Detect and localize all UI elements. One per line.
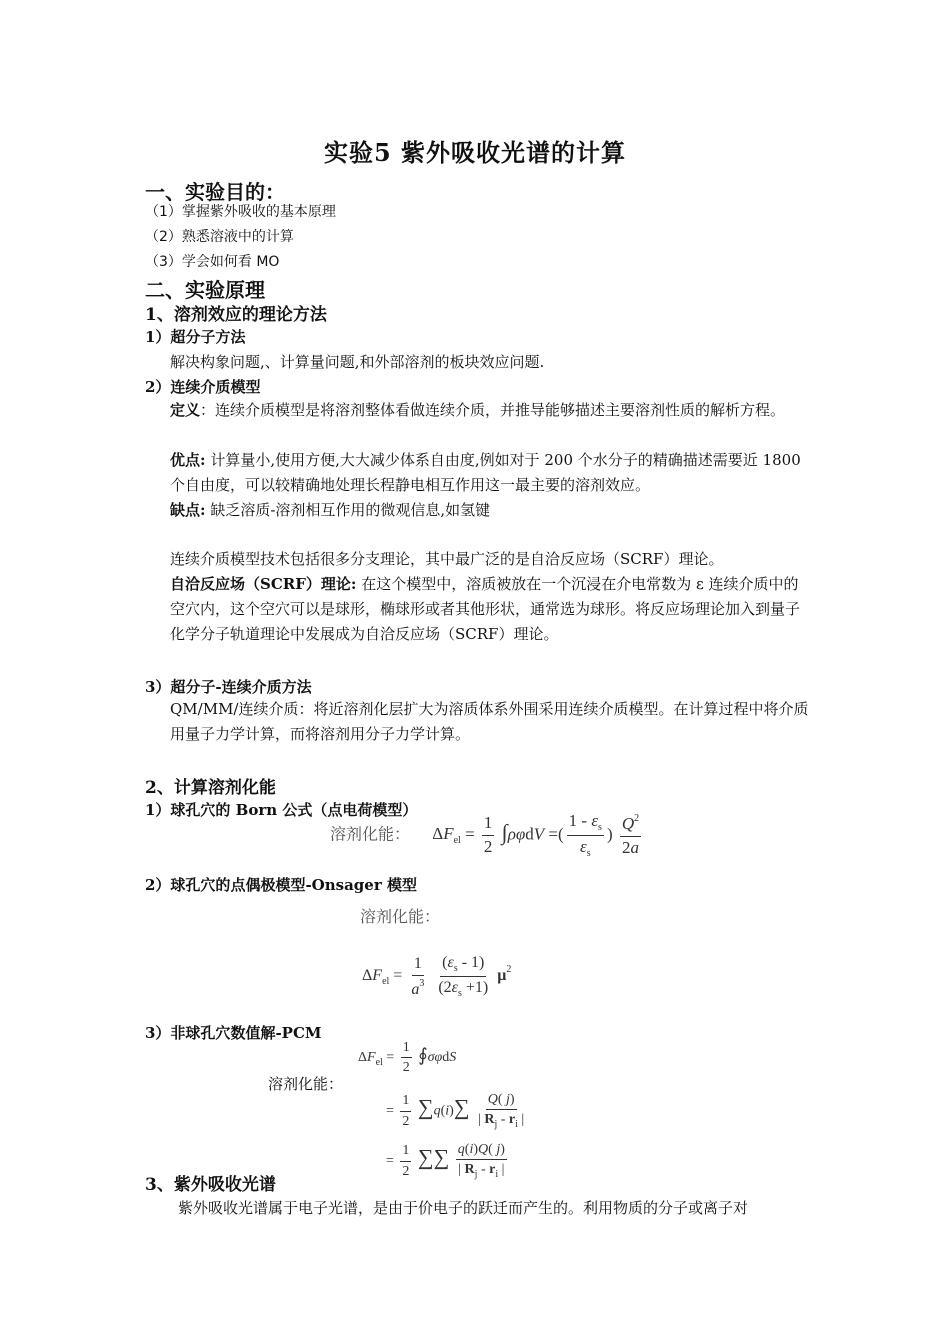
- pcm-formula-line3: = $\frac{1}{2}$ ∑∑ $\frac{q(i)Q( j)}{| R_j - r_i |}$: [386, 1142, 505, 1181]
- page-title: 实验5 紫外吸收光谱的计算: [323, 138, 627, 167]
- pcm-label: 溶剂化能：: [268, 1075, 344, 1093]
- subsection-solvent-effect-heading: 1、溶剂效应的理论方法: [145, 305, 327, 325]
- pcm-formula-line1: $\Delta F_{el}$ = $\frac{1}{2}$ ∮σφdS: [358, 1040, 457, 1076]
- section-principle-heading: 二、实验原理: [145, 278, 265, 302]
- disadvantages-text: 缺乏溶质-溶剂相互作用的微观信息,如氢键: [205, 501, 491, 519]
- method-supermolecule-heading: 1）超分子方法: [145, 328, 246, 346]
- method-supermolecule-text: 解决构象问题,、计算量问题,和外部溶剂的板块效应问题.: [170, 353, 545, 371]
- section-objectives-heading: 一、实验目的：: [145, 180, 285, 204]
- continuum-advantages: [170, 448, 810, 498]
- onsager-label: 溶剂化能：: [360, 907, 441, 926]
- continuum-intro: 连续介质模型技术包括很多分支理论，其中最广泛的是自洽反应场（SCRF）理论。: [170, 550, 724, 568]
- uv-text: 紫外吸收光谱属于电子光谱，是由于价电子的跃迁而产生的。利用物质的分子或离子对: [178, 1199, 749, 1217]
- born-label: 溶剂化能：: [330, 824, 411, 844]
- advantages-label: 优点:: [170, 451, 206, 469]
- definition-label: 定义: [170, 401, 201, 419]
- scrf-text: 在这个模型中，溶质被放在一个沉浸在介电常数为 ε 连续介质中的空穴内，这个空穴可以是球形，椭球形或者其他形状，通常选为球形。将反应场理论加入到量子化学分子轨道理论中发展成为自洽反应场（SCRF）理论。: [170, 575, 801, 643]
- subsection-uv-heading: 3、紫外吸收光谱: [145, 1175, 276, 1195]
- objective-item: （1）掌握紫外吸收的基本原理: [145, 204, 336, 220]
- pcm-heading: 3）非球孔穴数值解-PCM: [145, 1024, 322, 1042]
- method-hybrid-text: QM/MM/连续介质：将近溶剂化层扩大为溶质体系外围采用连续介质模型。在计算过程中将介质用量子力学计算，而将溶剂用分子力学计算。: [170, 700, 809, 743]
- continuum-disadvantages: [170, 498, 810, 523]
- subsection-solvation-heading: 2、计算溶剂化能: [145, 778, 276, 798]
- born-heading: 1）球孔穴的 Born 公式（点电荷模型）: [145, 801, 418, 819]
- onsager-formula: $\Delta F_{el}$ = $\frac{1}{a^3}$ $\frac{(\varepsilon_s - 1)}{(2\varepsilon_s +1)}$ $\mu^2$: [362, 954, 512, 999]
- method-continuum-heading: 2）连续介质模型: [145, 378, 261, 396]
- advantages-text: 计算量小,使用方便,大大减少体系自由度,例如对于 200 个水分子的精确描述需要近 1800 个自由度，可以较精确地处理长程静电相互作用这一最主要的溶剂效应。: [170, 451, 801, 494]
- disadvantages-label: 缺点:: [170, 501, 206, 519]
- onsager-heading: 2）球孔穴的点偶极模型-Onsager 模型: [145, 876, 417, 894]
- born-formula: 溶剂化能： $\Delta F_{el}$ = $\frac{1}{2}$ ∫ρφdV =( $\frac{1 - \varepsilon_s}{\varepsilon_s}$ ) $\frac{Q^2}{2a}$: [330, 811, 640, 859]
- continuum-definition: [170, 398, 810, 423]
- method-hybrid-heading: 3）超分子-连续介质方法: [145, 678, 312, 696]
- scrf-label: 自洽反应场（SCRF）理论:: [170, 575, 357, 593]
- scrf-paragraph: [170, 572, 810, 647]
- objective-item: （2）熟悉溶液中的计算: [145, 229, 294, 245]
- objective-item: （3）学会如何看 MO: [145, 254, 280, 270]
- pcm-formula-line2: = $\frac{1}{2}$ ∑q(i)∑ $\frac{Q( j)}{| R_j - r_i |}$: [386, 1092, 525, 1131]
- definition-text: ：连续介质模型是将溶剂整体看做连续介质，并推导能够描述主要溶剂性质的解析方程。: [200, 401, 786, 419]
